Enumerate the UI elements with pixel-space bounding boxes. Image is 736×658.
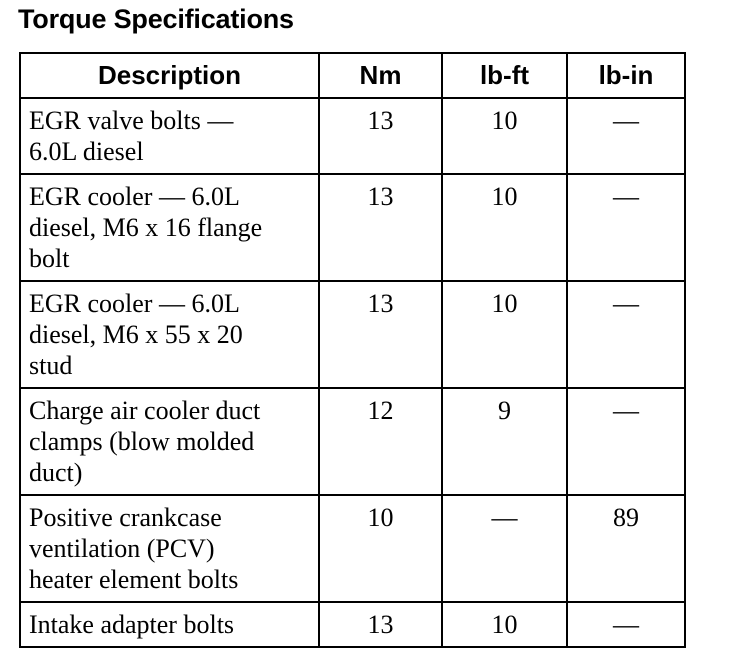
nm-cell: 12: [319, 388, 442, 495]
lb-in-cell: —: [567, 602, 685, 647]
description-line: heater element bolts: [29, 565, 239, 594]
description-line: 6.0L diesel: [29, 137, 144, 166]
table-row: [20, 174, 685, 281]
column-header-description: Description: [20, 53, 319, 98]
description-line: EGR cooler — 6.0L: [29, 182, 240, 211]
lb-in-cell: —: [567, 388, 685, 495]
description-line: bolt: [29, 244, 70, 273]
lb-in-cell: —: [567, 98, 685, 174]
nm-cell: 13: [319, 281, 442, 388]
lb-ft-cell: —: [442, 495, 567, 602]
lb-in-cell: —: [567, 281, 685, 388]
column-header-nm: Nm: [319, 53, 442, 98]
description-cell: [20, 495, 319, 602]
description-cell: [20, 98, 319, 174]
column-header-lb-in: lb-in: [567, 53, 685, 98]
description-line: Positive crankcase: [29, 503, 222, 532]
lb-ft-cell: 9: [442, 388, 567, 495]
nm-cell: 13: [319, 98, 442, 174]
table-row: [20, 495, 685, 602]
description-line: diesel, M6 x 55 x 20: [29, 320, 243, 349]
description-line: EGR cooler — 6.0L: [29, 289, 240, 318]
nm-cell: 13: [319, 602, 442, 647]
nm-cell: 13: [319, 174, 442, 281]
description-line: duct): [29, 458, 83, 487]
lb-in-cell: —: [567, 174, 685, 281]
torque-spec-table: [19, 52, 686, 648]
table-header-row: [20, 53, 685, 98]
description-line: Charge air cooler duct: [29, 396, 261, 425]
table-row: [20, 388, 685, 495]
lb-ft-cell: 10: [442, 98, 567, 174]
description-line: EGR valve bolts —: [29, 106, 234, 135]
description-cell: [20, 388, 319, 495]
lb-in-cell: 89: [567, 495, 685, 602]
column-header-lb-ft: lb-ft: [442, 53, 567, 98]
table-row: [20, 98, 685, 174]
nm-cell: 10: [319, 495, 442, 602]
description-cell: [20, 281, 319, 388]
description-line: ventilation (PCV): [29, 534, 215, 563]
description-cell: [20, 602, 319, 647]
lb-ft-cell: 10: [442, 602, 567, 647]
lb-ft-cell: 10: [442, 174, 567, 281]
description-line: diesel, M6 x 16 flange: [29, 213, 263, 242]
description-cell: [20, 174, 319, 281]
description-line: Intake adapter bolts: [29, 610, 235, 639]
description-line: stud: [29, 351, 73, 380]
table-row: [20, 281, 685, 388]
description-line: clamps (blow molded: [29, 427, 255, 456]
table-row: [20, 602, 685, 647]
page-title: Torque Specifications: [18, 4, 294, 34]
lb-ft-cell: 10: [442, 281, 567, 388]
